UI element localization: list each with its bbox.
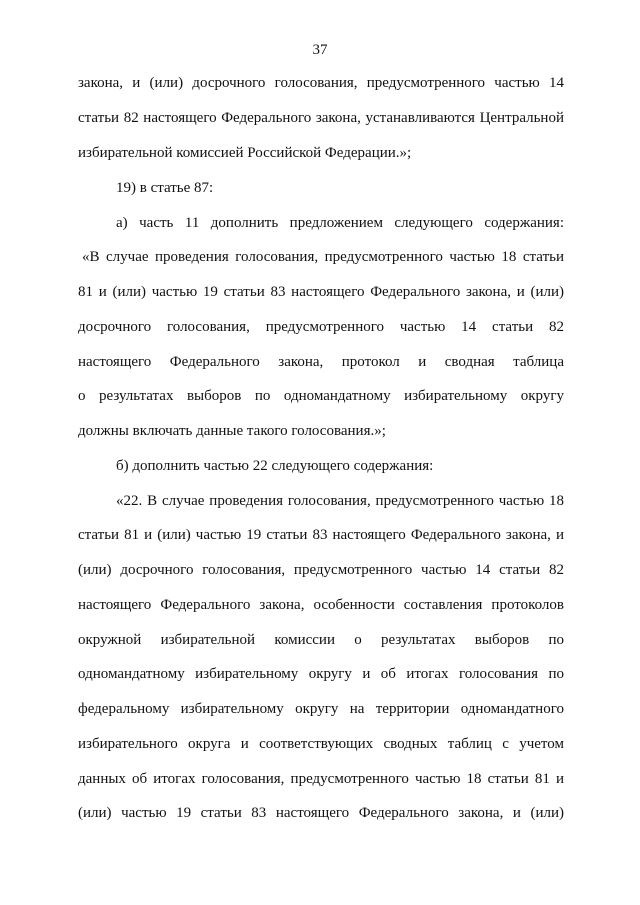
- text-line: а) часть 11 дополнить предложением следующего содержания:: [116, 215, 564, 231]
- text-line: закона, и (или) досрочного голосования, предусмотренного частью 14: [78, 75, 564, 91]
- text-line: данных об итогах голосования, предусмотренного частью 18 статьи 81 и: [78, 771, 564, 787]
- text-line: настоящего Федерального закона, протокол и сводная таблица: [78, 354, 564, 370]
- text-line: (или) частью 19 статьи 83 настоящего Федерального закона, и (или): [78, 805, 564, 821]
- text-line: окружной избирательной комиссии о результатах выборов по: [78, 632, 564, 648]
- text-line: одномандатному избирательному округу и об итогах голосования по: [78, 666, 564, 682]
- page-number: 37: [312, 42, 328, 58]
- text-line: «22. В случае проведения голосования, предусмотренного частью 18: [116, 493, 564, 509]
- text-line: избирательного округа и соответствующих сводных таблиц с учетом: [78, 736, 564, 752]
- text-line: федеральному избирательному округу на территории одномандатного: [78, 701, 564, 717]
- text-line: должны включать данные такого голосования.»;: [78, 423, 386, 439]
- text-line: (или) досрочного голосования, предусмотренного частью 14 статьи 82: [78, 562, 564, 578]
- paragraph-heading: 19) в статье 87:: [116, 180, 214, 196]
- text-line: избирательной комиссией Российской Федерации.»;: [78, 145, 412, 161]
- text-line: настоящего Федерального закона, особенности составления протоколов: [78, 597, 564, 613]
- text-line: 81 и (или) частью 19 статьи 83 настоящего Федерального закона, и (или): [78, 284, 564, 300]
- text-line: «В случае проведения голосования, предусмотренного частью 18 статьи: [82, 249, 564, 265]
- text-line: статьи 82 настоящего Федерального закона, устанавливаются Центральной: [78, 110, 564, 126]
- text-line: б) дополнить частью 22 следующего содержания:: [116, 458, 434, 474]
- text-line: статьи 81 и (или) частью 19 статьи 83 настоящего Федерального закона, и: [78, 527, 564, 543]
- text-line: о результатах выборов по одномандатному избирательному округу: [78, 388, 564, 404]
- text-line: досрочного голосования, предусмотренного частью 14 статьи 82: [78, 319, 564, 335]
